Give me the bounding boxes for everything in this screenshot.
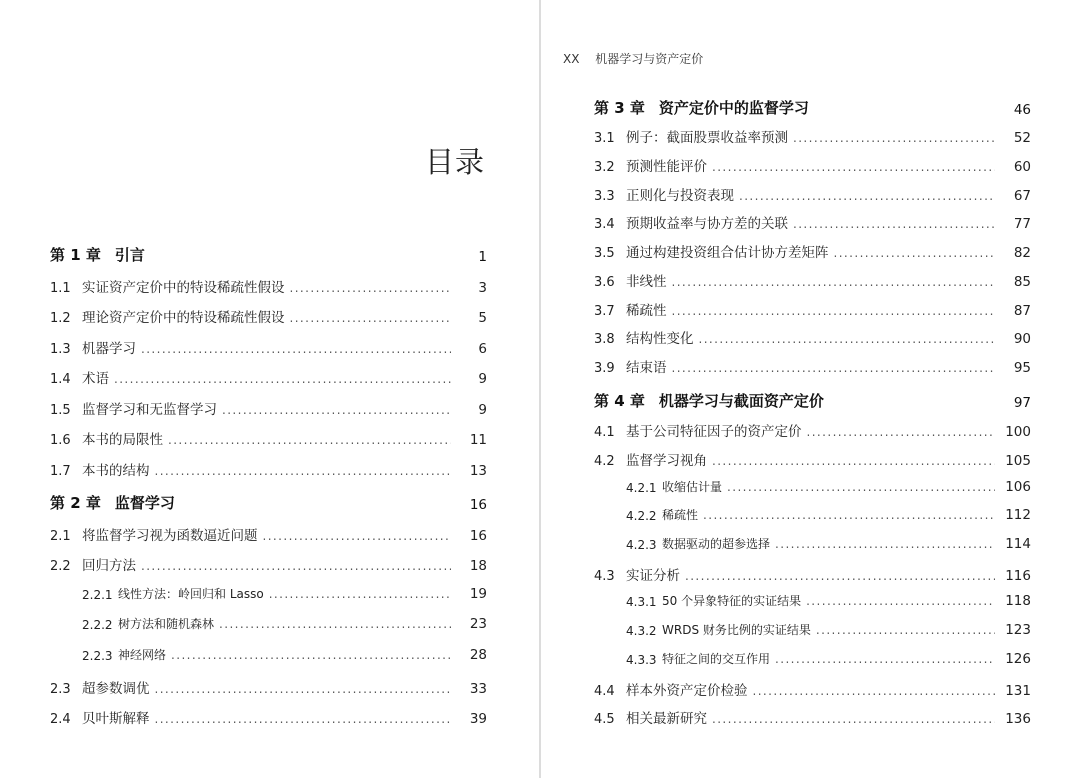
section-number: 3.6 — [594, 275, 615, 290]
page-number: 33 — [469, 681, 487, 697]
section-number: 3.9 — [594, 361, 615, 376]
section-title: WRDS 财务比例的实证结果 — [662, 623, 811, 637]
section-number: 3.3 — [594, 189, 615, 204]
section-number: 4.3.1 — [626, 595, 657, 609]
toc-entry-3.7[interactable] — [594, 299, 1031, 319]
dot-leader — [712, 711, 995, 727]
page-number: 97 — [1013, 395, 1031, 411]
dot-leader — [793, 130, 995, 146]
dot-leader — [685, 568, 995, 584]
page-number: 6 — [478, 341, 487, 357]
dot-leader — [290, 310, 452, 326]
dot-leader — [219, 616, 451, 632]
section-title: 稀疏性 — [662, 508, 699, 522]
dot-leader — [672, 303, 996, 319]
section-number: 4.5 — [594, 712, 615, 727]
toc-title: 目录 — [424, 145, 485, 179]
page-number: 87 — [1013, 303, 1031, 319]
toc-entry-2.3[interactable] — [50, 677, 487, 697]
section-title: 机器学习 — [82, 341, 136, 357]
dot-leader — [141, 558, 451, 574]
page-number: 95 — [1013, 360, 1031, 376]
section-number: 4.1 — [594, 425, 615, 440]
toc-entry-4.2.2[interactable] — [594, 506, 1031, 523]
section-title: 非线性 — [626, 274, 667, 290]
page-number: 100 — [1005, 424, 1031, 440]
dot-leader — [806, 593, 995, 609]
dot-leader — [727, 479, 995, 495]
toc-entry-4.3.2[interactable] — [594, 621, 1031, 638]
section-title: 预测性能评价 — [626, 159, 707, 175]
section-number: 4.3.3 — [626, 653, 657, 667]
dot-leader — [807, 424, 996, 440]
toc-entry-3.2[interactable] — [594, 155, 1031, 175]
page-number: 46 — [1013, 102, 1031, 118]
dot-leader — [171, 647, 451, 663]
page-number: 112 — [1005, 507, 1031, 523]
page-number: 1 — [478, 249, 487, 265]
section-number: 4.2.2 — [626, 509, 657, 523]
dot-leader — [672, 360, 996, 376]
dot-leader — [155, 711, 452, 727]
page-number: 16 — [469, 528, 487, 544]
toc-entry-2.2.2[interactable] — [50, 615, 487, 632]
toc-entry-1.1[interactable] — [50, 276, 487, 296]
section-number: 1.5 — [50, 403, 71, 418]
chapter-number: 第 3 章 — [594, 99, 645, 117]
section-title: 将监督学习视为函数逼近问题 — [82, 528, 258, 544]
toc-entry-1.2[interactable] — [50, 306, 487, 326]
toc-entry-4.3.1[interactable] — [594, 592, 1031, 609]
dot-leader — [141, 341, 451, 357]
dot-leader — [775, 651, 995, 667]
section-title: 数据驱动的超参选择 — [662, 537, 771, 551]
dot-leader — [775, 536, 995, 552]
toc-entry-2[interactable] — [50, 492, 487, 513]
page-number: 106 — [1005, 479, 1031, 495]
section-title: 收缩估计量 — [662, 480, 723, 494]
page-number: 77 — [1013, 216, 1031, 232]
toc-entry-4.3.3[interactable] — [594, 650, 1031, 667]
section-title: 监督学习和无监督学习 — [82, 402, 217, 418]
page-number: 5 — [478, 310, 487, 326]
section-title: 结构性变化 — [626, 331, 694, 347]
section-number: 4.2 — [594, 454, 615, 469]
section-title: 例子：截面股票收益率预测 — [626, 130, 788, 146]
section-number: 2.2 — [50, 559, 71, 574]
section-number: 3.7 — [594, 304, 615, 319]
page-number: 28 — [469, 647, 487, 663]
dot-leader — [834, 245, 996, 261]
section-number: 2.3 — [50, 682, 71, 697]
section-title: 超参数调优 — [82, 681, 150, 697]
page-number: 118 — [1005, 593, 1031, 609]
toc-entry-4.5[interactable] — [594, 707, 1031, 727]
chapter-number: 第 1 章 — [50, 246, 101, 264]
header-page-number: XX — [563, 52, 580, 66]
toc-entry-4.4[interactable] — [594, 679, 1031, 699]
toc-entry-3.4[interactable] — [594, 212, 1031, 232]
section-number: 4.3 — [594, 569, 615, 584]
section-number: 2.1 — [50, 529, 71, 544]
toc-entry-4[interactable] — [594, 390, 1031, 411]
section-number: 4.3.2 — [626, 624, 657, 638]
toc-entry-3.9[interactable] — [594, 356, 1031, 376]
section-title: 相关最新研究 — [626, 711, 707, 727]
toc-entry-3.8[interactable] — [594, 327, 1031, 347]
section-number: 3.2 — [594, 160, 615, 175]
dot-leader — [155, 463, 452, 479]
toc-entry-4.3[interactable] — [594, 564, 1031, 584]
section-number: 4.4 — [594, 684, 615, 699]
dot-leader — [672, 274, 996, 290]
page-number: 85 — [1013, 274, 1031, 290]
section-title: 基于公司特征因子的资产定价 — [626, 424, 802, 440]
section-number: 1.3 — [50, 342, 71, 357]
toc-entry-3.6[interactable] — [594, 270, 1031, 290]
toc-entry-2.2[interactable] — [50, 554, 487, 574]
section-number: 1.7 — [50, 464, 71, 479]
section-title: 实证分析 — [626, 568, 680, 584]
right-page — [541, 0, 1080, 778]
page-number: 131 — [1005, 683, 1031, 699]
dot-leader — [114, 371, 451, 387]
header-book-title: 机器学习与资产定价 — [595, 52, 704, 66]
page-number: 136 — [1005, 711, 1031, 727]
dot-leader — [269, 586, 451, 602]
page-number: 126 — [1005, 651, 1031, 667]
dot-leader — [753, 683, 996, 699]
page-number: 123 — [1005, 622, 1031, 638]
toc-entry-3.5[interactable] — [594, 241, 1031, 261]
dot-leader — [816, 622, 995, 638]
section-title: 50 个异象特征的实证结果 — [662, 594, 802, 608]
page-number: 52 — [1013, 130, 1031, 146]
page-number: 13 — [469, 463, 487, 479]
dot-leader — [739, 188, 995, 204]
section-title: 树方法和随机森林 — [118, 617, 215, 631]
section-number: 3.5 — [594, 246, 615, 261]
section-number: 4.2.1 — [626, 481, 657, 495]
toc-entry-1[interactable] — [50, 244, 487, 265]
page-number: 9 — [478, 371, 487, 387]
chapter-number: 第 2 章 — [50, 494, 101, 512]
page-number: 60 — [1013, 159, 1031, 175]
toc-entry-4.1[interactable] — [594, 420, 1031, 440]
page-number: 19 — [469, 586, 487, 602]
section-title: 通过构建投资组合估计协方差矩阵 — [626, 245, 829, 261]
section-number: 3.8 — [594, 332, 615, 347]
chapter-title: 机器学习与截面资产定价 — [658, 392, 824, 410]
page-number: 90 — [1013, 331, 1031, 347]
section-number: 2.2.1 — [82, 588, 113, 602]
dot-leader — [168, 432, 451, 448]
chapter-title: 资产定价中的监督学习 — [658, 99, 809, 117]
section-number: 1.4 — [50, 372, 71, 387]
section-title: 神经网络 — [118, 648, 167, 662]
section-number: 1.2 — [50, 311, 71, 326]
dot-leader — [712, 453, 995, 469]
section-title: 术语 — [82, 371, 109, 387]
dot-leader — [699, 331, 996, 347]
section-number: 3.1 — [594, 131, 615, 146]
page-number: 39 — [469, 711, 487, 727]
page-number: 16 — [469, 497, 487, 513]
dot-leader — [712, 159, 995, 175]
page-number: 23 — [469, 616, 487, 632]
page-number: 18 — [469, 558, 487, 574]
toc-entry-2.2.3[interactable] — [50, 646, 487, 663]
section-title: 样本外资产定价检验 — [626, 683, 748, 699]
section-title: 正则化与投资表现 — [626, 188, 734, 204]
section-title: 线性方法：岭回归和 Lasso — [118, 587, 264, 601]
page-number: 105 — [1005, 453, 1031, 469]
toc-entry-2.4[interactable] — [50, 707, 487, 727]
chapter-number: 第 4 章 — [594, 392, 645, 410]
running-header — [563, 50, 715, 67]
section-number: 2.2.2 — [82, 618, 113, 632]
toc-entry-1.5[interactable] — [50, 398, 487, 418]
left-page — [0, 0, 539, 778]
dot-leader — [793, 216, 995, 232]
section-title: 理论资产定价中的特设稀疏性假设 — [82, 310, 285, 326]
chapter-title: 监督学习 — [114, 494, 175, 512]
toc-entry-1.7[interactable] — [50, 459, 487, 479]
page-number: 9 — [478, 402, 487, 418]
toc-entry-4.2.1[interactable] — [594, 478, 1031, 495]
section-number: 1.1 — [50, 281, 71, 296]
page-number: 67 — [1013, 188, 1031, 204]
dot-leader — [290, 280, 452, 296]
page-number: 114 — [1005, 536, 1031, 552]
toc-entry-2.1[interactable] — [50, 524, 487, 544]
section-title: 预期收益率与协方差的关联 — [626, 216, 788, 232]
section-title: 贝叶斯解释 — [82, 711, 150, 727]
section-title: 特征之间的交互作用 — [662, 652, 771, 666]
toc-entry-4.2.3[interactable] — [594, 535, 1031, 552]
toc-entry-3.3[interactable] — [594, 184, 1031, 204]
dot-leader — [222, 402, 451, 418]
page-number: 3 — [478, 280, 487, 296]
dot-leader — [703, 507, 995, 523]
chapter-title: 引言 — [114, 246, 145, 264]
section-number: 2.2.3 — [82, 649, 113, 663]
section-number: 2.4 — [50, 712, 71, 727]
section-title: 监督学习视角 — [626, 453, 707, 469]
toc-entry-1.3[interactable] — [50, 337, 487, 357]
toc-entry-3.1[interactable] — [594, 126, 1031, 146]
page-number: 11 — [469, 432, 487, 448]
section-title: 回归方法 — [82, 558, 136, 574]
toc-entry-1.4[interactable] — [50, 367, 487, 387]
page-number: 116 — [1005, 568, 1031, 584]
section-number: 3.4 — [594, 217, 615, 232]
section-number: 4.2.3 — [626, 538, 657, 552]
toc-entry-4.2[interactable] — [594, 449, 1031, 469]
toc-entry-3[interactable] — [594, 97, 1031, 118]
section-title: 本书的结构 — [82, 463, 150, 479]
dot-leader — [263, 528, 452, 544]
toc-entry-1.6[interactable] — [50, 428, 487, 448]
section-title: 稀疏性 — [626, 303, 667, 319]
dot-leader — [155, 681, 452, 697]
page-number: 82 — [1013, 245, 1031, 261]
toc-entry-2.2.1[interactable] — [50, 585, 487, 602]
section-number: 1.6 — [50, 433, 71, 448]
section-title: 结束语 — [626, 360, 667, 376]
section-title: 本书的局限性 — [82, 432, 163, 448]
section-title: 实证资产定价中的特设稀疏性假设 — [82, 280, 285, 296]
